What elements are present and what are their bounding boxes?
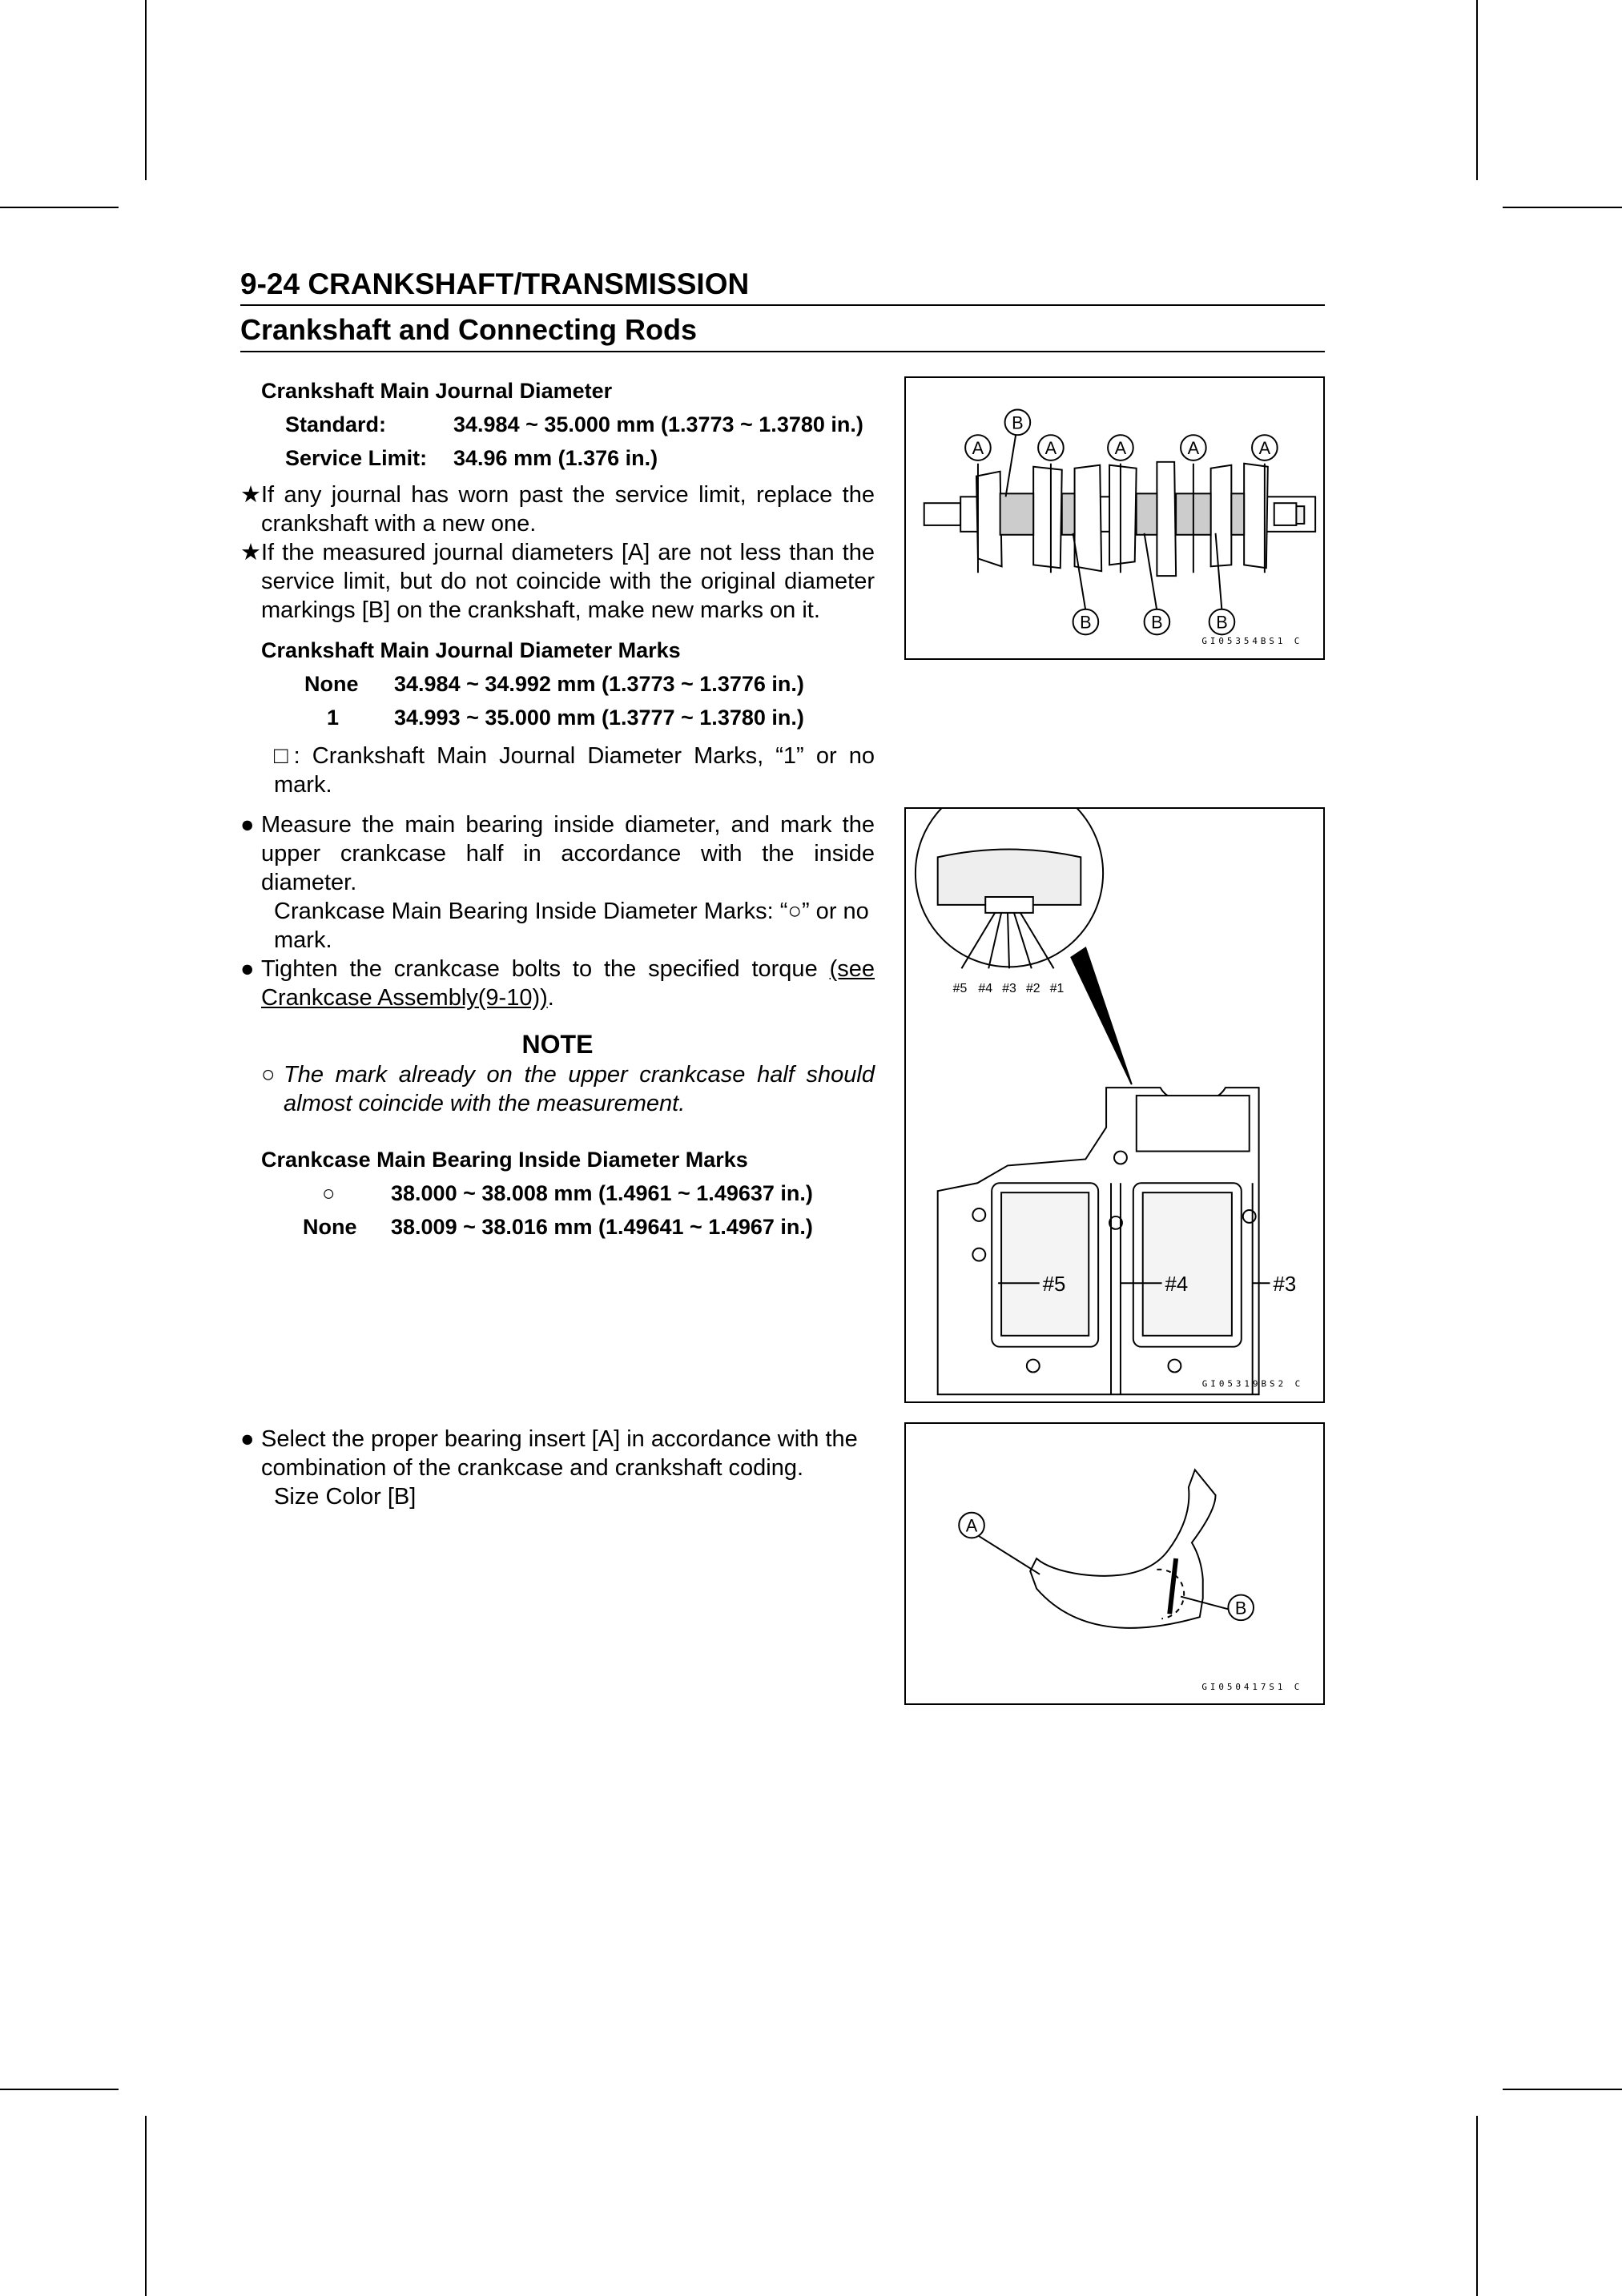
size-color-line: Size Color [B] [274,1484,417,1510]
spec-title: Crankshaft Main Journal Diameter [261,379,613,403]
bullet-icon: ● [240,1426,255,1452]
spec-row-limit [240,444,875,472]
mark-code: None [303,1215,357,1239]
crankcase-figure [904,807,1325,1403]
section-title: Crankshaft and Connecting Rods [240,313,698,346]
instruction-text: Measure the main bearing inside diameter, and mark the upper crankcase half in accordance with the inside diameter. [261,812,875,895]
bearing-block [240,810,875,1241]
mark-value: 34.993 ~ 35.000 mm (1.3777 ~ 1.3780 in.) [394,706,804,730]
note-title: NOTE [521,1030,594,1059]
callout-label: A [1258,437,1271,458]
mark-value: 38.000 ~ 38.008 mm (1.4961 ~ 1.49637 in.) [391,1181,813,1205]
instruction-item [240,810,875,897]
detail-label: #3 [1002,982,1016,996]
callout-label: A [965,1515,978,1536]
figure-code: GI05319BS2 C [1201,1378,1304,1389]
instruction-item [240,481,875,538]
page-title: 9-24 CRANKSHAFT/TRANSMISSION [240,267,750,300]
section-rule [240,351,1325,352]
crop-mark [145,2116,147,2296]
mark-code: ○ [322,1181,336,1205]
crop-mark [1476,2116,1478,2296]
bay-label: #3 [1273,1273,1297,1297]
detail-label: #5 [952,982,968,996]
instruction-item [240,1425,875,1482]
crop-mark [1503,207,1622,208]
callout-label: B [1216,612,1228,633]
figure-code: GI05354BS1 C [1201,636,1303,647]
mark-value: 38.009 ~ 38.016 mm (1.49641 ~ 1.4967 in.) [391,1215,813,1239]
mark-code: 1 [327,706,340,730]
bullet-icon: ● [240,956,255,982]
mark-row [240,669,875,698]
marks-footnote: □: Crankshaft Main Journal Diameter Marks, “1” or no mark. [274,743,875,798]
callout-label: A [1187,437,1200,458]
spec-value: 34.96 mm (1.376 in.) [453,446,658,470]
bearing-insert-illustration [906,1424,1323,1703]
header-rule [240,304,1325,306]
star-icon: ★ [240,540,261,565]
crop-mark [0,207,119,208]
page-header [240,264,1325,352]
spec-row-standard [240,410,875,439]
crankshaft-figure [904,376,1325,660]
mark-code: None [304,672,359,696]
mark-row [240,1212,875,1241]
crankshaft-illustration [906,378,1323,658]
detail-label: #1 [1049,982,1065,996]
detail-label: #2 [1025,982,1040,996]
instruction-item [240,538,875,625]
cross-reference-link[interactable]: (see Crankcase Assembly(9-10)) [261,956,875,1011]
crankcase-illustration [906,809,1323,1401]
crop-mark [0,2089,119,2090]
callout-label: B [1012,412,1024,433]
detail-label: #4 [978,982,993,996]
insert-block [240,1425,875,1511]
callout-label: A [1114,437,1127,458]
instruction-text: Select the proper bearing insert [A] in accordance with the combination of the crankcase and crankshaft coding. [261,1426,858,1481]
callout-label: B [1151,612,1163,633]
spec-title: Crankshaft Main Journal Diameter Marks [261,638,681,662]
crop-mark [1503,2089,1622,2090]
callout-label: B [1234,1598,1247,1618]
bearing-insert-figure [904,1422,1325,1705]
instruction-text [261,955,875,1012]
instruction-text: If any journal has worn past the service limit, replace the crankshaft with a new one. [261,482,875,537]
spec-title: Crankcase Main Bearing Inside Diameter Marks [261,1148,748,1172]
bearing-mark-line: Crankcase Main Bearing Inside Diameter Marks: “○” or no mark. [274,899,869,953]
star-icon: ★ [240,482,261,508]
note-text: The mark already on the upper crankcase half should almost coincide with the measurement. [284,1062,875,1116]
spec-value: 34.984 ~ 35.000 mm (1.3773 ~ 1.3780 in.) [453,412,863,436]
bullet-icon: ● [240,812,255,838]
instruction-item [240,955,875,1012]
instruction-text-main: Tighten the crankcase bolts to the specified torque [261,956,830,982]
figure-code: GI050417S1 C [1201,1682,1303,1693]
callout-label: B [1080,612,1092,633]
crop-mark [1476,0,1478,180]
mark-row [240,1179,875,1208]
mark-row [240,703,875,732]
journal-diameter-block [240,376,875,799]
instruction-text-tail: . [547,985,554,1011]
bay-label: #5 [1042,1273,1066,1297]
instruction-text: If the measured journal diameters [A] are not less than the service limit, but do not coincide with the original diameter markings [B] on the crankshaft, make new marks on it. [261,540,875,623]
spec-label: Service Limit: [285,446,428,470]
note-body [240,1060,875,1118]
bay-label: #4 [1165,1273,1189,1297]
circle-icon: ○ [261,1062,276,1088]
callout-label: A [1044,437,1057,458]
crop-mark [145,0,147,180]
spec-label: Standard: [285,412,387,436]
mark-value: 34.984 ~ 34.992 mm (1.3773 ~ 1.3776 in.) [394,672,804,696]
callout-label: A [972,437,984,458]
